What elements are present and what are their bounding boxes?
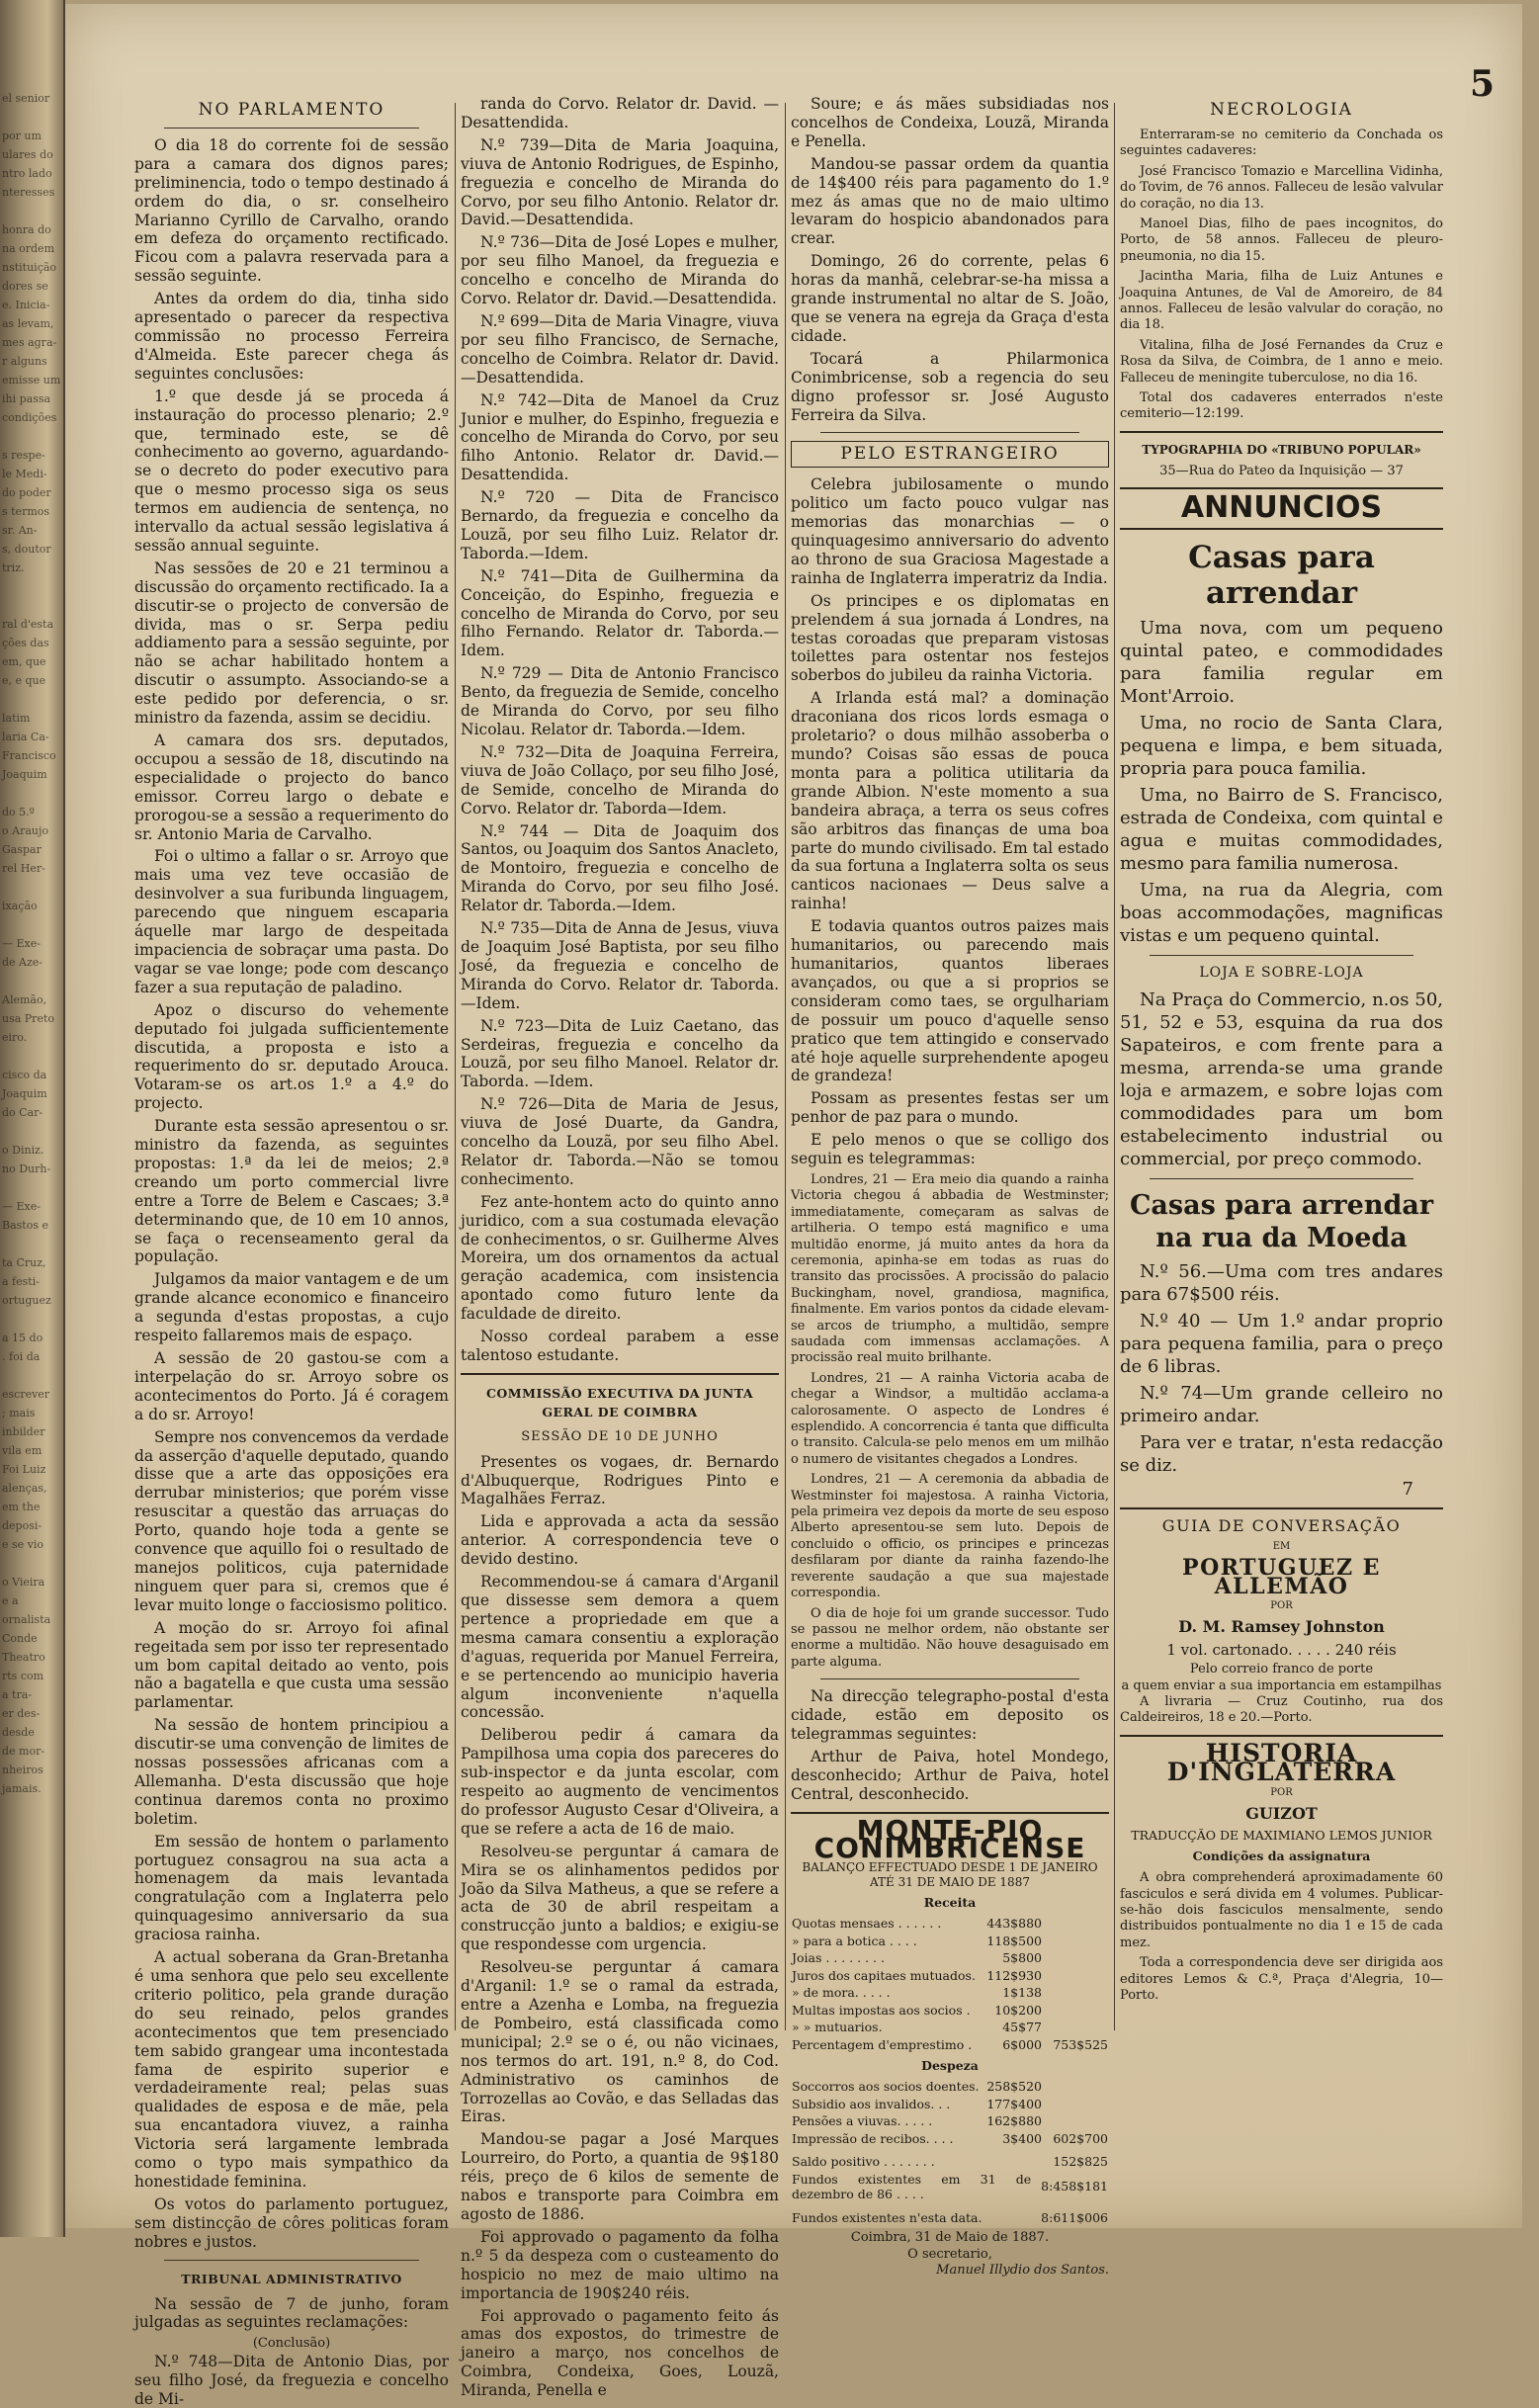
loja-title: LOJA E SOBRE-LOJA — [1199, 965, 1364, 982]
cell-value: 162$880 — [986, 2113, 1042, 2129]
fundos-label: Fundos existentes n'esta data. — [792, 2209, 983, 2225]
cell-label: Juros dos capitaes mutuados. — [792, 1967, 976, 1983]
typographia-name: TYPOGRAPHIA DO «TRIBUNO POPULAR» — [1142, 442, 1421, 457]
classified-ad: Para ver e tratar, n'esta redacção se diz. — [1120, 1431, 1443, 1476]
paragraph: Possam as presentes festas ser um penhor de paz para o mundo. — [791, 1089, 1109, 1127]
cell-value: 45$77 — [1002, 2020, 1042, 2035]
cell-value: 112$930 — [986, 1967, 1042, 1983]
divider — [1120, 1735, 1443, 1737]
despeza-heading: Despeza — [921, 2058, 979, 2074]
section-title-estrangeiro: PELO ESTRANGEIRO — [791, 441, 1109, 468]
cell-label: Saldo positivo . . . . . . . — [792, 2154, 935, 2170]
paragraph: Foi approvado o pagamento feito ás amas dos expostos, do trimestre de janeiro a março, nos concelhos de Coimbra, Condeixa, Goes, Louzã, Miranda, Penella e — [461, 2306, 779, 2400]
classified-ad: N.º 56.—Uma com tres andares para 67$500 réis. — [1120, 1260, 1443, 1305]
moeda-ads — [1120, 1260, 1443, 1477]
cell-value: 258$520 — [986, 2079, 1042, 2095]
table-row — [791, 2078, 1109, 2096]
guia-price-label: 1 vol. cartonado. . . . . — [1166, 1641, 1330, 1660]
receita-table — [791, 1915, 1109, 2053]
table-row — [791, 2019, 1109, 2036]
cell-total — [1043, 1915, 1109, 1933]
tribunal-entry: N.º 736—Dita de José Lopes e mulher, por seu filho Manoel, da freguezia e concelho e concelho de Miranda do Corvo. Relator dr. David.—Desattendida. — [461, 233, 779, 308]
paragraph: A obra comprehenderá aproximadamente 60 fasciculos e será divida em 4 volumes. Publicar-se-hão dois fasciculos mensalmente, sendo distribuidos pontualmente no dia 1 e 15 de cada mez. — [1120, 1870, 1443, 1950]
classified-ad: N.º 74—Um grande celleiro no primeiro andar. — [1120, 1382, 1443, 1426]
fundos-table — [791, 2209, 1109, 2227]
cell-label: Impressão de recibos. . . . — [792, 2130, 954, 2146]
date-line: Coimbra, 31 de Maio de 1887. — [850, 2230, 1050, 2246]
tribunal-entry: N.º 723—Dita de Luiz Caetano, das Serdeiras, freguezia e concelho da Louzã, por seu filho Manoel. Relator dr. Taborda. —Idem. — [461, 1016, 779, 1091]
title-rule — [164, 128, 419, 129]
cell-total: 602$700 — [1053, 2130, 1108, 2146]
paragraph: Foi o ultimo a fallar o sr. Arroyo que mais uma vez teve occasião de desinvolver a sua furibunda linguagem, parecendo que ninguem escaparia áquelle mar largo de despeitada impaciencia de sobraçar uma pasta. Do vagar se vae longe; pode com descanço fazer a sua reputação de paladino. — [134, 847, 449, 996]
estrangeiro-articles — [791, 475, 1109, 1168]
paragraph: Antes da ordem do dia, tinha sido apresentado o parecer da respectiva commissão no processo Ferreira d'Almeida. Este parecer chega ás seguintes conclusões: — [134, 290, 449, 383]
divider — [820, 1678, 1079, 1679]
monte-pio-subtitle-2: ATÉ 31 DE MAIO DE 1887 — [870, 1875, 1030, 1890]
paragraph: E pelo menos o que se colligo dos seguin es telegrammas: — [791, 1131, 1109, 1168]
tribunal-entry: N.º 744 — Dita de Joaquim dos Santos, ou Joaquim dos Santos Anacleto, de Montoiro, freguezia e concelho de Miranda do Corvo, por seu filho José. Relator dr. Taborda.—Idem. — [461, 821, 779, 915]
column-parlamento — [134, 95, 449, 2408]
tribunal-entry: Nosso cordeal parabem a esse talentoso estudante. — [461, 1328, 779, 1364]
despeza-table — [791, 2078, 1109, 2147]
paragraph: Domingo, 26 do corrente, pelas 6 horas da manhã, celebrar-se-ha missa a grande instrumental no altar de S. João, que se venera na egreja da Graça d'esta cidade. — [791, 252, 1109, 345]
table-row — [791, 2209, 1109, 2227]
sessao-title: SESSÃO DE 10 DE JUNHO — [521, 1428, 719, 1444]
historia-author: GUIZOT — [1245, 1803, 1318, 1823]
table-row — [791, 2002, 1109, 2020]
classified-ad: Uma, no Bairro de S. Francisco, estrada de Condeixa, com quintal e agua e muitas commodidades, mesmo para familia numerosa. — [1120, 785, 1443, 875]
divider — [1120, 1507, 1443, 1509]
table-row — [791, 2112, 1109, 2130]
paragraph: Mandou-se pagar a José Marques Lourreiro, do Porto, a quantia de 9$180 réis, preço de 6 kilos de semente de nabos e transporte para Coimbra em agosto de 1886. — [461, 2130, 779, 2223]
paragraph: Deliberou pedir á camara da Pampilhosa uma copia dos pareceres do sub-inspector e da junta escolar, com respeito ao augmento de vencimentos do professor Augusto Cesar d'Oliveira, a que se refere a acta de 16 de maio. — [461, 1726, 779, 1838]
table-row — [791, 1984, 1109, 2002]
historia-title: HISTORIA D'INGLATERRA — [1166, 1738, 1397, 1786]
cell-value: 1$138 — [1002, 1985, 1042, 2001]
tribunal-entry: randa do Corvo. Relator dr. David. — Desattendida. — [461, 95, 779, 131]
section-title-tribunal: TRIBUNAL ADMINISTRATIVO — [181, 2271, 402, 2286]
table-row — [791, 1933, 1109, 1950]
paragraph: Apoz o discurso do vehemente deputado foi julgada sufficientemente discutida, a proposta e isto a requerimento do sr. deputado Arouca. Votaram-se os art.os 1.º a 4.º do projecto. — [134, 1000, 449, 1113]
cell-value: 6$000 — [1002, 2036, 1042, 2052]
cell-total: 753$525 — [1053, 2036, 1108, 2052]
table-row — [791, 2130, 1109, 2148]
cell-total — [1043, 1949, 1109, 1967]
divider — [1120, 487, 1443, 489]
guia-title-2: PORTUGUEZ E ALLEMÃO — [1182, 1554, 1381, 1599]
section-title-necrologia: NECROLOGIA — [1210, 100, 1353, 120]
ad-number: 7 — [1402, 1478, 1413, 1500]
telegrams — [791, 1172, 1109, 1671]
table-row — [791, 2096, 1109, 2113]
guia-shop: A livraria — Cruz Coutinho, rua dos Caldeireiros, 18 e 20.—Porto. — [1120, 1694, 1443, 1726]
tribunal-entry: N.º 739—Dita de Maria Joaquina, viuva de Antonio Rodrigues, de Espinho, freguezia e concelho de Miranda do Corvo, por seu filho Antonio. Relator dr. David.—Desattendida. — [461, 135, 779, 229]
guia-price: 240 réis — [1334, 1641, 1397, 1660]
divider — [1150, 1178, 1413, 1179]
section-title-parlamento: NO PARLAMENTO — [198, 100, 385, 120]
paragraph: A Irlanda está mal? a dominação draconiana dos ricos lords esmaga o proletario? o dous milhão assoberba o mundo? Coisas são essas de pouca monta para a politica utilitaria da grande Albion. N'este momento a sua bandeira abraça, a terra os seus cofres são arbitros das finanças de uma boa parte do mundo civilisado. Em tal estado da sua fortuna a Inglaterra solta os seus canticos nacionaes — Deus salve a rainha! — [791, 689, 1109, 913]
newspaper-page — [65, 4, 1522, 2408]
paragraph: Toda a correspondencia deve ser dirigida aos editores Lemos & C.ª, Praça d'Alegria, 10—Porto. — [1120, 1955, 1443, 2004]
paragraph: Os principes e os diplomatas en prelendem á sua jornada á Londres, na testas coroadas que preparam vistosas toilettes para ostentar nos festejos soberbos do jubileu da rainha Victoria. — [791, 591, 1109, 685]
binding-spine — [0, 0, 65, 2237]
cell-label: Percentagem d'emprestimo . — [792, 2036, 973, 2052]
obituary-entry: Manoel Dias, filho de paes incognitos, do Porto, de 58 annos. Falleceu de pleuro-pneumonia, no dia 15. — [1120, 215, 1443, 264]
cell-total — [1043, 2096, 1109, 2113]
paragraph: Lida e approvada a acta da sessão anterior. A correspondencia teve o devido destino. — [461, 1512, 779, 1569]
cell-label: Pensões a viuvas. . . . . — [792, 2113, 933, 2129]
cell-total: 8:458$181 — [1041, 2179, 1108, 2194]
tribunal-entry: N.º 742—Dita de Manoel da Cruz Junior e mulher, do Espinho, freguezia e concelho de Miranda do Corvo, por seu filho Antonio. Relator dr. David.—Desattendida. — [461, 390, 779, 484]
table-row — [791, 2153, 1109, 2171]
paragraph: Sempre nos convencemos da verdade da asserção d'aquelle deputado, quando disse que a arte das opposições era derrubar ministerios; que porém visse resuscitar a questão das arruaças do Porto, quando hoje toda a gente se convence que aquillo foi o resultado de manejos politicos, cuja paternidade ninguem quer para si, cremos que é levar muito longe o facciosismo politico. — [134, 1427, 449, 1614]
table-row — [791, 1949, 1109, 1967]
notices-top — [791, 95, 1109, 424]
tribunal-entry: N.º 748—Dita de Antonio Dias, por seu filho José, da freguezia e concelho de Mi- — [134, 2352, 449, 2408]
obituary-entry: Enterraram-se no cemiterio da Conchada os seguintes cadaveres: — [1120, 127, 1443, 159]
saldo-table — [791, 2153, 1109, 2203]
guia-post: Pelo correio franco de porte — [1189, 1662, 1374, 1677]
monte-pio-title: MONTE-PIO CONIMBRICENSE — [813, 1813, 1086, 1865]
spine-text-fragments: el senior por um ulares do ntro lado nteresses honra do na ordem nstituição dores se e. Inicia- as levam, mes agra- r alguns emisse um ihi passa condições s respe- le Medi- do poder s termos sr. An- s, doutor triz. ral d'esta ções das em, que e, e que latim laria Ca- Francisco Joaquim do 5.º o Araujo Gaspar rel Her- ixação — Exe- de Aze- Alemão, usa Preto eiro. cisco da Joaquim do Car- o Diniz. no Durh- — Exe- Bastos e ta Cruz, a festi- ortuguez a 15 do . foi da escrever ; mais inbilder vila em Foi Luiz alenças, em the deposi- e se vio o Vieira e a ornalista Conde Theatro rts com a tra- er des- desde de mor- nheiros jamais. — [2, 92, 61, 1795]
tribunal-entry: N.º 741—Dita de Guilhermina da Conceição, do Espinho, freguezia e concelho de Miranda do Corvo, por seu filho Fernando. Relator dr. Taborda.—Idem. — [461, 566, 779, 660]
divider — [461, 1373, 779, 1375]
cell-label: Multas impostas aos socios . — [792, 2002, 971, 2018]
cell-value: 118$500 — [986, 1933, 1042, 1948]
historia-translator: TRADUCÇÃO DE MAXIMIANO LEMOS JUNIOR — [1131, 1828, 1432, 1844]
paragraph: Presentes os vogaes, dr. Bernardo d'Albuquerque, Rodrigues Pinto e Magalhães Ferraz. — [461, 1452, 779, 1508]
obituary-entry: Jacintha Maria, filha de Luiz Antunes e Joaquina Antunes, de Val de Amoreiro, de 84 annos. Falleceu de lesão valvular do coração, no dia 18. — [1120, 269, 1443, 333]
conclusao-label: (Conclusão) — [252, 2336, 331, 2352]
cell-label: Subsidio aos invalidos. . . — [792, 2096, 951, 2111]
cell-value: 10$200 — [994, 2002, 1042, 2018]
cell-label: Quotas mensaes . . . . . . — [792, 1916, 942, 1932]
paragraph: O dia 18 do corrente foi de sessão para a camara dos dignos pares; preliminencia, todo o tempo destinado á ordem do dia, o sr. conselheiro Marianno Cyrillo de Carvalho, orando em defeza do orçamento rectificado. Ficou com a palavra reservada para a sessão seguinte. — [134, 135, 449, 286]
page-number: 5 — [1469, 63, 1495, 105]
telegram: Londres, 21 — A ceremonia da abbadia de Westminster foi majestosa. A rainha Victoria, pela primeira vez depois da morte de seu esposo Alberto apresentou-se sem luto. Depois de concluido o officio, os principes e princezas desfilaram por diante da rainha fazendo-lhe reverente saudação a que sua majestade correspondia. — [791, 1472, 1109, 1601]
table-row — [791, 1967, 1109, 1985]
cell-total — [1043, 1984, 1109, 2002]
loja-ad: Na Praça do Commercio, n.os 50, 51, 52 e 53, esquina da rua dos Sapateiros, e com frente para a mesma, arrenda-se uma grande loja e armazem, e sobre lojas com commodidades para um bom estabelecimento industrial ou commercial, por preço commodo. — [1120, 989, 1443, 1169]
cell-label: » de mora. . . . . — [792, 1985, 891, 2001]
guia-send: a quem enviar a sua importancia em estampilhas — [1121, 1677, 1442, 1693]
obituary-entry: José Francisco Tomazio e Marcellina Vidinha, do Tovim, de 76 annos. Falleceu de lesão valvular do coração, no dia 13. — [1120, 163, 1443, 212]
paragraph: Celebra jubilosamente o mundo politico um facto pouco vulgar nas memorias das monarchias — o quinquagesimo anniversario do advento ao throno de sua Graciosa Magestade a rainha de Inglaterra imperatriz da India. — [791, 475, 1109, 587]
paragraph: Soure; e ás mães subsidiadas nos concelhos de Condeixa, Louzã, Miranda e Penella. — [791, 95, 1109, 150]
classified-ad: Uma, na rua da Alegria, com boas accommodações, magnificas vistas e um pequeno quintal. — [1120, 880, 1443, 947]
table-row — [791, 2171, 1109, 2203]
cell-total — [1043, 2019, 1109, 2036]
receita-heading: Receita — [923, 1895, 977, 1911]
cell-total — [1043, 2002, 1109, 2020]
necrologia-entries — [1120, 128, 1443, 423]
obituary-entry: Vitalina, filha de José Fernandes da Cruz e Rosa da Silva, de Coimbra, de 1 anno e meio. Falleceu de meningite tuberculose, no dia 16. — [1120, 337, 1443, 386]
column-tribunal-continued — [461, 95, 779, 2400]
guia-title: GUIA DE CONVERSAÇÃO — [1161, 1515, 1402, 1535]
telegram: Londres, 21 — A rainha Victoria acaba de chegar a Windsor, a multidão acclama-a calorosamente. O aspecto de Londres é esplendido. A concorrencia é tanta que difficulta o transito. Calcula-se pelo menos em um milhão o numero de visitantes chegados a Londres. — [791, 1370, 1109, 1467]
paragraph: Na direcção telegrapho-postal d'esta cidade, estão em deposito os telegrammas seguintes: — [791, 1687, 1109, 1743]
casas-ads — [1120, 617, 1443, 947]
paragraph: Nas sessões de 20 e 21 terminou a discussão do orçamento rectificado. Ia a discutir-se o projecto de conversão de divida, mas o sr. Serpa pediu addiamento para a sessão seguinte, por não se achar habilitado hontem a discutir o assumpto. Associando-se a este pedido por deferencia, o sr. ministro da fazenda, assim se decidiu. — [134, 559, 449, 728]
guia-author: D. M. Ramsey Johnston — [1178, 1617, 1385, 1637]
cell-total — [1043, 1967, 1109, 1985]
historia-conditions: Condições da assignatura — [1192, 1849, 1371, 1864]
tribunal-entry: N.º 729 — Dita de Antonio Francisco Bento, da freguezia de Semide, concelho de Miranda do Corvo, por seu filho Nicolau. Relator dr. Taborda.—Idem. — [461, 664, 779, 738]
cell-total — [1043, 2078, 1109, 2096]
paragraph: E todavia quantos outros paizes mais humanitarios, ou parecendo mais humanitarios, quantos liberaes avançados, ou que a si proprios se consideram como taes, se orgulhariam de possuir um pouco d'aquelle senso pratico que tem attingido e conservado até hoje aquelle surprehendente apogeu de grandeza! — [791, 917, 1109, 1085]
paragraph: Na sessão de hontem principiou a discutir-se uma convenção de limites de nossas possessões africanas com a Allemanha. D'esta discussão que hoje continua daremos conta no proximo boletim. — [134, 1716, 449, 1828]
divider — [1120, 431, 1443, 433]
moeda-title: Casas para arrendar na rua da Moeda — [1129, 1189, 1434, 1253]
typographia-address: 35—Rua do Pateo da Inquisição — 37 — [1159, 463, 1404, 478]
classified-ad: N.º 40 — Um 1.º andar proprio para pequena familia, para o preço de 6 libras. — [1120, 1310, 1443, 1377]
table-row — [791, 2036, 1109, 2054]
table-row — [791, 1915, 1109, 1933]
telegram: O dia de hoje foi um grande successor. Tudo se passou ne melhor ordem, não obstante ser enorme a multidão. Não houve desaguisado em parte alguma. — [791, 1605, 1109, 1670]
secretary-name: Manuel Illydio dos Santos. — [936, 2263, 1109, 2278]
tribunal-entries — [461, 95, 779, 1365]
parlamento-articles — [134, 136, 449, 2252]
cell-total — [1043, 2112, 1109, 2130]
paragraph: Tocará a Philarmonica Conimbricense, sob a regencia do seu digno professor sr. José Augusto Ferreira da Silva. — [791, 349, 1109, 424]
direccao-notice — [791, 1687, 1109, 1803]
telegram: Londres, 21 — Era meio dia quando a rainha Victoria chegou á abbadia de Westminster; immediatamente, começaram as salvas de artilheria. O tempo está magnifico e uma multidão enorme, já muito antes da hora da ceremonia, apinha-se em todas as ruas do transito das procissões. A procissão do palacio Buckingham, novel, grandiosa, magnifica, finalmente. Em varios pontos da cidade elevam-se arcos de triumpho, a multidão, sempre saudada com immensas acclamações. A procissão real muito brilhante. — [791, 1171, 1109, 1366]
cell-label: » » mutuarios. — [792, 2020, 883, 2035]
cell-value: 443$880 — [986, 1916, 1042, 1932]
paragraph: Recommendou-se á camara d'Arganil que dissesse sem demora a quem pertence a propriedade em que a mesma camara consentiu a exploração d'aguas, requerida por Manuel Ferreira, e se pertencendo ao municipio haveria algum inconveniente n'aquella concessão. — [461, 1573, 779, 1722]
paragraph: A moção do sr. Arroyo foi afinal regeitada sem por isso ter representado um bom capital deitado ao vento, pois não a bagatella e que custa uma sessão parlamentar. — [134, 1618, 449, 1712]
comissao-paragraphs — [461, 1453, 779, 2400]
section-title-comissao: COMMISSÃO EXECUTIVA DA JUNTA GERAL DE COIMBRA — [485, 1385, 754, 1419]
divider — [1150, 955, 1413, 956]
cell-total — [1043, 1933, 1109, 1950]
column-rule — [785, 103, 786, 2030]
cell-label: Soccorros aos socios doentes. — [792, 2079, 980, 2095]
paragraph: 1.º que desde já se proceda á instauração do processo plenario; 2.º que, terminado este, se dê conhecimento ao governo, aguardando-se o decreto do poder executivo para que o mesmo processo siga os seus termos em audiencia de sentença, no intervallo da actual sessão legislativa á sessão annual seguinte. — [134, 387, 449, 555]
paragraph: Resolveu-se perguntar á camara d'Arganil: 1.º se o ramal da estrada, entre a Azenha e Lomba, na freguezia de Pombeiro, está classificada como municipal; 2.º se o é, ou não vicinaes, nos termos do art. 191, n.º 8, do Cod. Administrativo os caminhos de Torrozellas ao Covão, e das Selladas das Eiras. — [461, 1958, 779, 2126]
classified-ad: Uma, no rocio de Santa Clara, pequena e limpa, e bem situada, propria para pouca familia. — [1120, 713, 1443, 780]
paragraph: Mandou-se passar ordem da quantia de 14$400 réis para pagamento do 1.º mez ás amas que no de maio ultimo levaram do hospicio abandonados para crear. — [791, 154, 1109, 248]
paragraph: A actual soberana da Gran-Bretanha é uma senhora que pelo seu excellente criterio politico, pela grande duração do seu reinado, pelos grandes acontecimentos que tem presenciado tem sabido grangear uma incontestada fama de espirito superior e verdadeiramente real; pelas suas qualidades de esposa e de mãe, pela sua encantadora viuvez, a rainha Victoria será largamente lembrada como o typo mais sympathico da honestidade feminina. — [134, 1948, 449, 2191]
paragraph: Arthur de Paiva, hotel Mondego, desconhecido; Arthur de Paiva, hotel Central, desconhecido. — [791, 1747, 1109, 1803]
classified-ad: Uma nova, com um pequeno quintal pateo, e commodidades para familia regular em Mont'Arroio. — [1120, 618, 1443, 708]
paragraph: Foi approvado o pagamento da folha n.º 5 da despeza com o custeamento do hospicio no mez de maio ultimo na importancia de 190$240 réis. — [461, 2227, 779, 2302]
cell-value: 3$400 — [1002, 2130, 1042, 2146]
tribunal-entry: N.º 699—Dita de Maria Vinagre, viuva por seu filho Francisco, de Sernache, concelho de Coimbra. Relator dr. David.—Desattendida. — [461, 311, 779, 387]
cell-value: 177$400 — [986, 2096, 1042, 2111]
cell-value: 5$800 — [1002, 1950, 1042, 1966]
column-annuncios — [1120, 95, 1443, 2121]
tribunal-entry: N.º 726—Dita de Maria de Jesus, viuva de José Duarte, da Gandra, concelho da Louzã, por seu filho Abel. Relator dr. Taborda.—Não se tomou conhecimento. — [461, 1095, 779, 1188]
annuncios-title: ANNUNCIOS — [1180, 490, 1383, 526]
paragraph: Os votos do parlamento portuguez, sem distincção de côres politicas foram nobres e justos. — [134, 2194, 449, 2251]
divider — [164, 2260, 419, 2261]
tribunal-entry: N.º 735—Dita de Anna de Jesus, viuva de Joaquim José Baptista, por seu filho José, da freguezia e concelho de Miranda do Corvo. Relator dr. Taborda.—Idem. — [461, 919, 779, 1012]
tribunal-intro: Na sessão de 7 de junho, foram julgadas as seguintes reclamações: — [134, 2294, 449, 2332]
divider — [1120, 528, 1443, 530]
column-rule — [1114, 103, 1115, 2030]
fundos-total: 8:611$006 — [1041, 2209, 1108, 2225]
column-rule — [455, 103, 456, 2030]
secretary-title: O secretario, — [907, 2246, 992, 2262]
tribunal-entry: Fez ante-hontem acto do quinto anno juridico, com a sua costumada elevação de conhecimentos, o sr. Guilherme Alves Moreira, um dos ornamentos da actual geração academica, com insistencia apontado como futuro lente da faculdade de direito. — [461, 1192, 779, 1324]
tribunal-entry: N.º 732—Dita de Joaquina Ferreira, viuva de João Collaço, por seu filho José, de Semide, concelho de Miranda do Corvo. Relator dr. Taborda—Idem. — [461, 742, 779, 817]
paragraph: Resolveu-se perguntar á camara de Mira se os alinhamentos pedidos por João da Silva Matheus, a que se refere a acta de 30 de abril respeitam a construcção junto a baldios; e exigiu-se que respondesse com urgencia. — [461, 1842, 779, 1954]
cell-label: Fundos existentes em 31 de dezembro de 86 . . . . — [792, 2171, 1032, 2202]
obituary-entry: Total dos cadaveres enterrados n'este cemiterio—12:199. — [1120, 390, 1443, 422]
historia-paragraphs — [1120, 1870, 1443, 2004]
guia-em: EM — [1272, 1540, 1291, 1552]
paragraph: A sessão de 20 gastou-se com a interpelação do sr. Arroyo sobre os acontecimentos do Porto. Já é coragem a do sr. Arroyo! — [134, 1349, 449, 1423]
guia-price-line — [1120, 1641, 1443, 1660]
cell-label: » para a botica . . . . — [792, 1933, 917, 1948]
paragraph: Julgamos da maior vantagem e de um grande alcance economico e financeiro a segunda d'estas propostas, a cujo respeito fallaremos mais de espaço. — [134, 1270, 449, 1345]
paragraph: Em sessão de hontem o parlamento portuguez consagrou na sua acta a homenagem da mais levantada congratulação com a Inglaterra pelo quinquagesimo anniversario da sua graciosa rainha. — [134, 1832, 449, 1944]
casas-title: Casas para arrendar — [1188, 540, 1375, 612]
historia-por: POR — [1270, 1786, 1293, 1798]
divider — [820, 432, 1079, 433]
column-estrangeiro — [791, 95, 1109, 2278]
tribunal-entry: N.º 720 — Dita de Francisco Bernardo, da freguezia e concelho da Louzã, por seu filho Luiz. Relator dr. Taborda.—Idem. — [461, 488, 779, 562]
cell-total: 152$825 — [1053, 2154, 1108, 2170]
monte-pio-subtitle: BALANÇO EFFECTUADO DESDE 1 DE JANEIRO — [802, 1860, 1098, 1875]
cell-label: Joias . . . . . . . . — [792, 1950, 885, 1966]
paragraph: A camara dos srs. deputados, occupou a sessão de 18, discutindo na especialidade o projecto do banco emissor. Correu largo o debate e prorogou-se a sessão a requerimento do sr. Antonio Maria de Carvalho. — [134, 731, 449, 843]
paragraph: Durante esta sessão apresentou o sr. ministro da fazenda, as seguintes propostas: 1.ª da lei de meios; 2.ª creando um porto commercial livre entre a Torre de Belem e Cascaes; 3.ª determinando que, de 10 em 10 annos, se faça o recenseamento geral da população. — [134, 1117, 449, 1266]
guia-por: POR — [1270, 1600, 1293, 1612]
